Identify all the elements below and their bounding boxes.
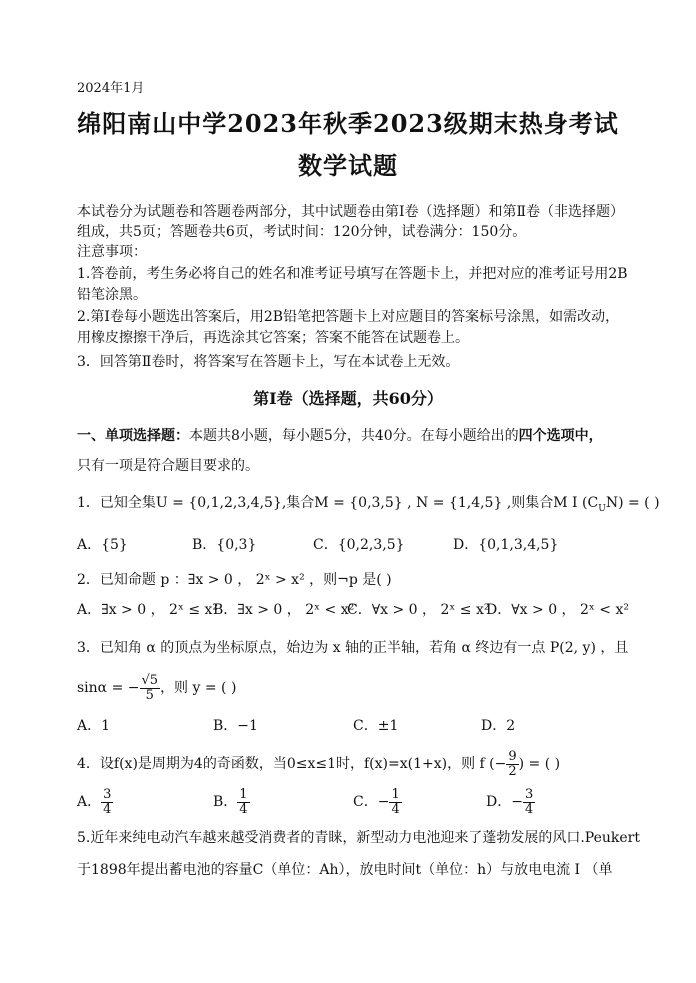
q1-text-end: N) = ( ) [605,495,660,511]
note-2-line-b: 用橡皮擦擦干净后，再选涂其它答案；答案不能答在试题卷上。 [77,330,469,346]
q4-fraction-denominator: 2 [508,763,517,779]
q3-fraction-denominator: 5 [145,687,154,703]
q4-option-b [213,786,250,818]
q1-option-b: B．{0,3} [192,537,257,553]
q4-c-numerator: 1 [391,786,400,802]
question-5-line-1: 5.近年来纯电动汽车越来越受消费者的青睐，新型动力电池迎来了蓬勃发展的风口.Peukert [77,830,640,846]
q4-text-end: ) = ( ) [518,756,561,772]
q4-d-numerator: 3 [524,786,534,802]
q4-b-label: B． [213,794,238,810]
q4-a-fraction [101,788,113,817]
question-3-condition [77,672,236,704]
q3-sin-suffix: ，则 y = ( ) [160,680,237,696]
q1-sub: U [598,503,606,514]
q4-b-numerator: 1 [239,786,248,802]
notice-title: 注意事项： [77,244,147,260]
q2-option-c: C．∀x > 0 ， 2ˣ ≤ x² [347,602,490,618]
q2-option-a: A．∃x > 0 ， 2ˣ ≤ x² [77,602,219,618]
q4-option-a [77,786,113,818]
q3-fraction [140,674,161,703]
section-1-emphasis: 四个选项中， [518,428,603,444]
q1-option-c: C．{0,2,3,5} [313,537,405,553]
intro-line-2: 组成，共5页；答题卷共6页，考试时间：120分钟，试卷满分：150分。 [77,224,527,240]
question-4-stem [77,748,560,780]
q4-c-denominator: 4 [391,801,400,817]
question-5-line-2: 于1898年提出蓄电池的容量C（单位：Ah），放电时间t（单位：h）与放电电流 I （单 [77,862,613,878]
exam-subject-title: 数学试题 [298,151,398,180]
q3-option-d: D．2 [481,718,516,734]
q4-fraction-numerator: 9 [508,748,517,764]
q4-a-label: A． [77,794,102,810]
q4-option-c [353,786,402,818]
q3-option-b: B．−1 [213,718,258,734]
intro-line-1: 本试卷分为试题卷和答题卷两部分，其中试题卷由第Ⅰ卷（选择题）和第Ⅱ卷（非选择题） [77,204,625,220]
q2-option-b: B．∃x > 0 ， 2ˣ < x² [213,602,355,618]
section-1-description [77,426,603,446]
section-1-label: 一、单项选择题： [77,428,189,444]
q4-text: 4．设f(x)是周期为4的奇函数，当0≤x≤1时，f(x)=x(1+x)，则 f (− [77,756,507,772]
note-2-line-a: 2.第Ⅰ卷每小题选出答案后，用2B铅笔把答题卡上对应题目的答案标号涂黑，如需改动， [77,309,620,325]
q1-option-a: A．{5} [77,537,128,553]
q4-c-label: C．− [353,794,390,810]
question-2-stem: 2．已知命题 p ：∃x > 0 ， 2ˣ > x² ，则¬p 是( ) [77,572,392,588]
q4-b-fraction [237,788,249,817]
q3-sin-prefix: sinα = − [77,680,140,696]
q4-fraction [506,750,518,779]
q1-option-d: D．{0,1,3,4,5} [453,537,559,553]
q3-fraction-numerator: √5 [141,672,159,688]
q4-d-fraction [523,788,535,817]
note-3: 3．回答第Ⅱ卷时，将答案写在答题卡上，写在本试卷上无效。 [77,354,460,370]
q4-option-d [486,786,535,818]
section-1-rule: 本题共8小题，每小题5分，共40分。在每小题给出的 [189,428,519,444]
exam-title: 绵阳南山中学2023年秋季2023级期末热身考试 [77,109,619,138]
q3-option-a: A．1 [77,718,111,734]
q1-text: 1．已知全集U = {0,1,2,3,4,5},集合M = {0,3,5} , N = {1,4,5} ,则集合M I (C [77,495,599,511]
exam-date: 2024年1月 [77,81,145,96]
section-1-description-2: 只有一项是符合题目要求的。 [77,458,259,474]
q4-a-numerator: 3 [103,786,112,802]
question-3-stem: 3．已知角 α 的顶点为坐标原点，始边为 x 轴的正半轴，若角 α 终边有一点 P(2, y) ，且 [77,640,629,656]
q4-a-denominator: 4 [103,801,112,817]
note-1-line-b: 铅笔涂黑。 [77,287,147,303]
q4-b-denominator: 4 [239,801,248,817]
note-1-line-a: 1.答卷前，考生务必将自己的姓名和准考证号填写在答题卡上，并把对应的准考证号用2B [77,266,628,282]
q4-d-label: D．− [486,794,523,810]
section-1-title: 第Ⅰ卷（选择题，共60分） [253,389,443,408]
q4-c-fraction [389,788,401,817]
q3-option-c: C．±1 [353,718,399,734]
question-1-stem [77,493,660,519]
q2-option-d: D．∀x > 0 ， 2ˣ < x² [486,602,629,618]
q4-d-denominator: 4 [524,801,534,817]
